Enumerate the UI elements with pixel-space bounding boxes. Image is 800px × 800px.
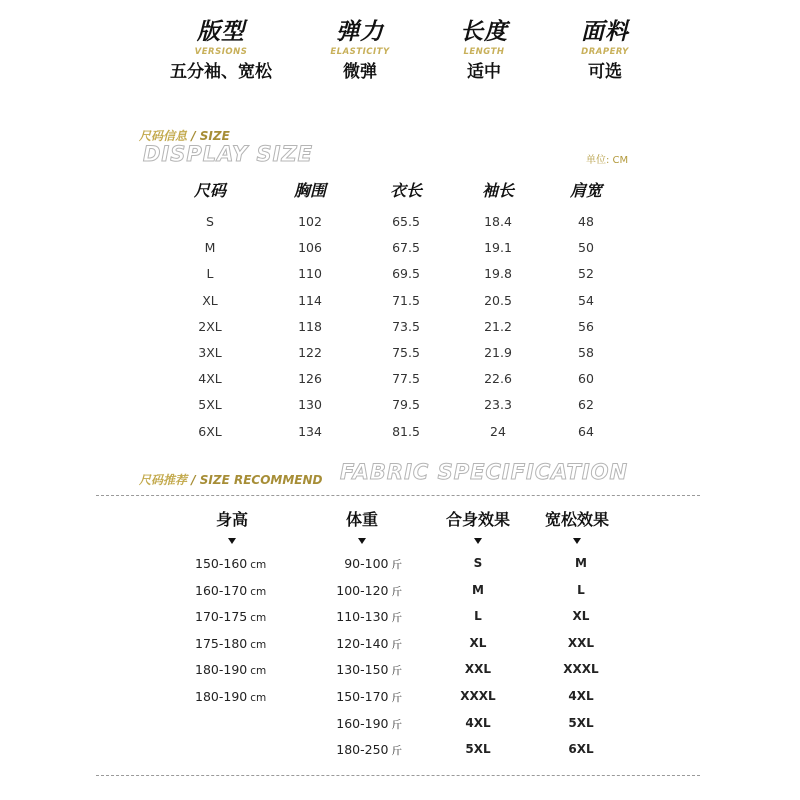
size-cell: 24 xyxy=(490,423,506,439)
size-cell: 77.5 xyxy=(392,371,420,387)
weight-unit: 斤 xyxy=(391,665,402,678)
attr-versions-title: 版型 xyxy=(197,19,245,45)
height-value: 180-190 xyxy=(195,662,248,678)
size-cell-size: 5XL xyxy=(198,397,222,413)
height-unit: cm xyxy=(250,638,267,651)
size-recommend-title-en: / SIZE RECOMMEND xyxy=(191,473,323,487)
size-cell: 79.5 xyxy=(392,397,420,413)
size-cell: 71.5 xyxy=(392,292,420,308)
size-cell-size: M xyxy=(204,240,216,256)
size-cell-size: 3XL xyxy=(198,345,222,360)
height-unit: cm xyxy=(250,692,267,704)
size-cell: 21.9 xyxy=(484,345,512,360)
size-cell: 52 xyxy=(578,266,594,282)
loose-size: M xyxy=(575,556,587,570)
recommend-col-header: 宽松效果 xyxy=(544,510,609,529)
size-cell: 118 xyxy=(298,318,322,334)
size-cell: 102 xyxy=(298,214,322,229)
weight-value: 180-250 xyxy=(336,742,389,758)
size-col-header: 尺码 xyxy=(193,181,226,200)
size-cell: 20.5 xyxy=(484,292,512,308)
height-value: 170-175 xyxy=(195,609,248,625)
fit-size: XXXL xyxy=(460,689,496,703)
weight-range xyxy=(320,689,402,705)
loose-size: XXXL xyxy=(563,662,599,677)
down-arrow-icon xyxy=(474,538,482,544)
weight-range xyxy=(320,742,402,758)
attr-drapery-en: DRAPERY xyxy=(581,47,629,57)
height-range xyxy=(195,556,266,571)
size-cell: 106 xyxy=(298,240,322,256)
size-recommend-heading xyxy=(139,471,322,488)
size-info-title-zh: 尺码信息 xyxy=(139,129,188,143)
attr-elasticity-title: 弹力 xyxy=(336,19,384,45)
attr-versions-en: VERSIONS xyxy=(194,47,248,57)
attr-drapery xyxy=(535,18,675,84)
size-cell: 19.8 xyxy=(484,266,512,282)
size-cell: 69.5 xyxy=(392,266,420,282)
size-cell: 19.1 xyxy=(484,240,512,256)
size-cell: 62 xyxy=(578,397,594,413)
height-value: 175-180 xyxy=(195,635,248,651)
size-cell: 126 xyxy=(298,371,322,387)
fabric-spec-ghost-title: FABRIC SPECIFICATION xyxy=(340,460,629,484)
size-cell: 48 xyxy=(578,214,594,229)
weight-unit: 斤 xyxy=(391,718,402,731)
height-unit: cm xyxy=(250,612,267,625)
size-cell: 110 xyxy=(298,266,322,282)
attr-elasticity xyxy=(290,18,430,84)
height-unit: cm xyxy=(250,585,267,598)
weight-unit: 斤 xyxy=(391,638,402,651)
size-col-header: 袖长 xyxy=(481,181,514,200)
size-cell: 67.5 xyxy=(392,240,420,256)
size-cell-size: 4XL xyxy=(198,371,222,387)
size-info-ghost-title: DISPLAY SIZE xyxy=(143,142,314,166)
loose-size: 6XL xyxy=(568,742,594,757)
loose-size: L xyxy=(577,582,585,597)
weight-range xyxy=(320,716,402,732)
loose-size: XXL xyxy=(567,635,595,650)
loose-size: 5XL xyxy=(568,715,594,730)
weight-range xyxy=(320,636,402,652)
fit-size: 4XL xyxy=(465,715,491,730)
size-cell: 50 xyxy=(578,240,594,256)
size-cell: 21.2 xyxy=(484,318,512,334)
divider-top xyxy=(96,495,700,496)
down-arrow-icon xyxy=(573,538,581,544)
attr-length-value: 适中 xyxy=(467,62,501,82)
size-cell: 58 xyxy=(578,345,594,360)
size-cell: 22.6 xyxy=(484,371,512,387)
attr-length-title: 长度 xyxy=(460,19,508,45)
size-col-header: 胸围 xyxy=(293,181,326,200)
attr-versions-value: 五分袖、宽松 xyxy=(170,62,272,82)
size-recommend-title-zh: 尺码推荐 xyxy=(139,473,188,487)
weight-value: 90-100 xyxy=(344,556,389,571)
size-cell: 134 xyxy=(298,423,322,439)
size-cell: 65.5 xyxy=(392,214,420,229)
fit-size: XL xyxy=(469,635,487,650)
weight-unit: 斤 xyxy=(391,559,402,571)
weight-value: 110-130 xyxy=(336,609,389,625)
attr-length xyxy=(414,18,554,84)
down-arrow-icon xyxy=(228,538,236,544)
height-range xyxy=(195,636,266,651)
weight-unit: 斤 xyxy=(391,692,402,704)
height-value: 150-160 xyxy=(195,556,248,571)
recommend-col-header: 合身效果 xyxy=(445,510,510,529)
size-cell: 60 xyxy=(578,371,594,387)
divider-bottom xyxy=(96,775,700,776)
attr-versions xyxy=(151,18,291,84)
size-cell: 23.3 xyxy=(484,397,512,413)
size-cell: 56 xyxy=(578,318,594,334)
fit-size: S xyxy=(473,556,483,570)
fit-size: M xyxy=(472,582,484,597)
size-col-header: 肩宽 xyxy=(569,181,602,200)
size-cell-size: 6XL xyxy=(198,423,222,439)
size-info-title-en: / SIZE xyxy=(191,129,230,143)
weight-range xyxy=(320,609,402,625)
attr-elasticity-en: ELASTICITY xyxy=(330,47,390,57)
recommend-col-header: 身高 xyxy=(215,510,248,529)
weight-range xyxy=(320,583,402,599)
weight-value: 160-190 xyxy=(336,715,389,731)
fit-size: L xyxy=(474,609,482,624)
size-cell: 81.5 xyxy=(392,423,420,439)
size-cell-size: S xyxy=(206,214,214,229)
size-cell-size: XL xyxy=(202,292,218,308)
weight-unit: 斤 xyxy=(391,745,402,758)
size-unit-label: 单位: CM xyxy=(586,155,629,166)
size-cell: 54 xyxy=(578,292,594,308)
height-unit: cm xyxy=(250,665,267,678)
size-col-header: 衣长 xyxy=(389,181,422,200)
weight-range xyxy=(320,662,402,678)
fit-size: 5XL xyxy=(465,742,491,757)
loose-size: 4XL xyxy=(568,689,594,703)
height-range xyxy=(195,689,266,704)
attr-drapery-title: 面料 xyxy=(581,19,629,45)
weight-value: 100-120 xyxy=(336,582,389,598)
height-value: 180-190 xyxy=(195,689,248,704)
size-cell: 64 xyxy=(578,423,594,439)
height-range xyxy=(195,583,266,598)
size-cell: 130 xyxy=(298,397,322,413)
fit-size: XXL xyxy=(464,662,492,677)
weight-unit: 斤 xyxy=(391,585,402,598)
attr-drapery-value: 可选 xyxy=(588,62,622,82)
attr-elasticity-value: 微弹 xyxy=(343,62,377,82)
size-cell-size: 2XL xyxy=(198,318,222,334)
height-range xyxy=(195,662,266,677)
size-cell: 18.4 xyxy=(484,214,512,229)
height-value: 160-170 xyxy=(195,582,248,598)
attr-length-en: LENGTH xyxy=(463,47,505,57)
size-cell-size: L xyxy=(206,266,214,282)
size-cell: 73.5 xyxy=(392,318,420,334)
weight-value: 120-140 xyxy=(336,635,389,651)
height-range xyxy=(195,609,266,624)
size-cell: 114 xyxy=(298,292,322,308)
size-cell: 75.5 xyxy=(392,345,420,360)
height-unit: cm xyxy=(250,559,267,571)
size-cell: 122 xyxy=(298,345,322,360)
weight-value: 150-170 xyxy=(336,689,389,704)
weight-range xyxy=(320,556,402,572)
weight-unit: 斤 xyxy=(391,612,402,625)
loose-size: XL xyxy=(572,609,590,624)
down-arrow-icon xyxy=(358,538,366,544)
weight-value: 130-150 xyxy=(336,662,389,678)
recommend-col-header: 体重 xyxy=(345,510,378,529)
